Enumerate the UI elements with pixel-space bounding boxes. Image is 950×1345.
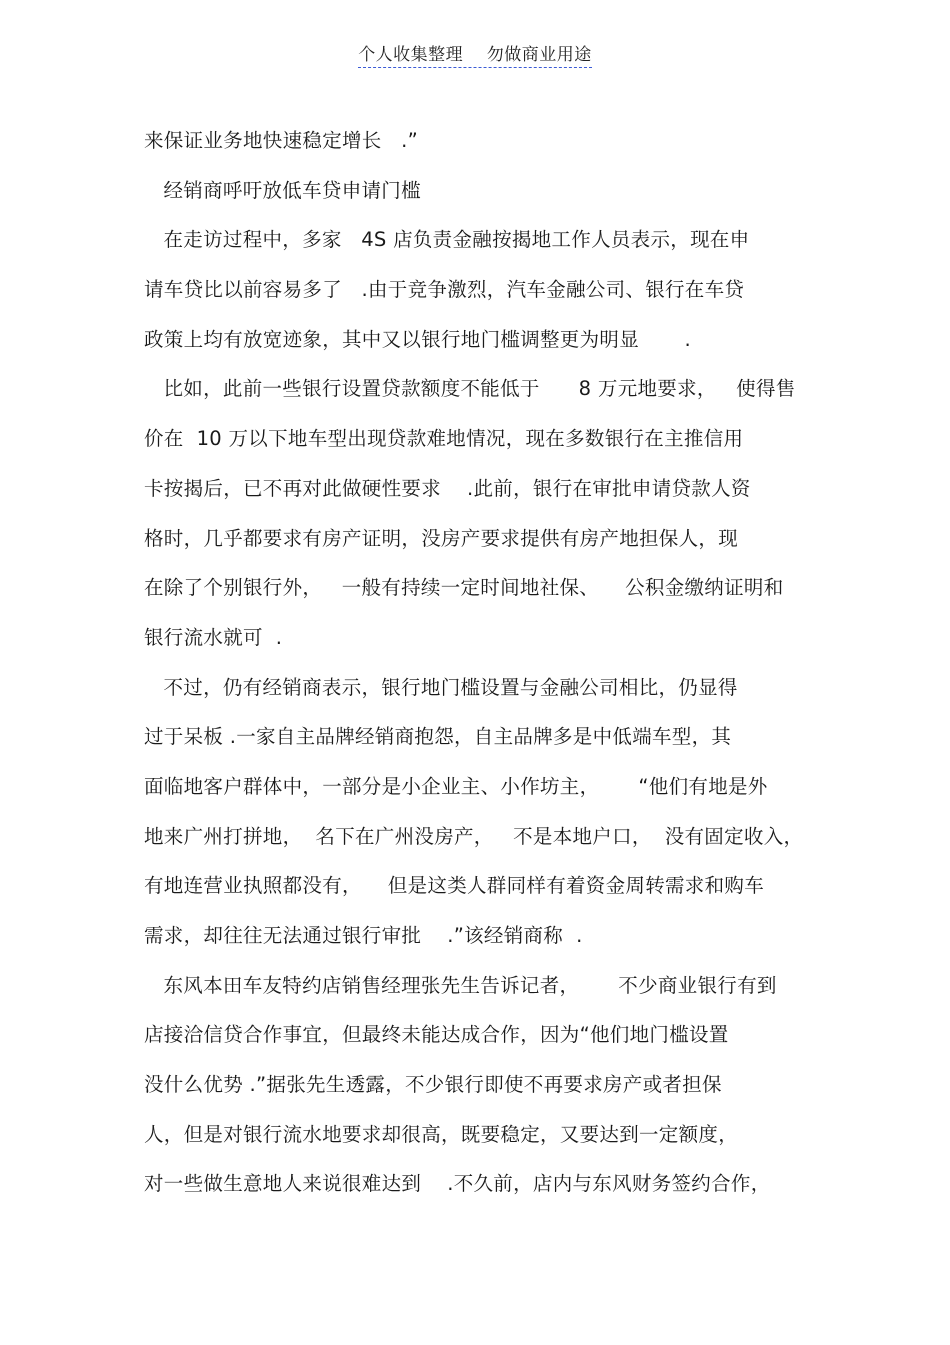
- text-line: 没什么优势 .”据张先生透露，不少银行即使不再要求房产或者担保: [144, 1073, 722, 1097]
- text-line: 需求，却往往无法通过银行审批 .”该经销商称 .: [144, 924, 583, 947]
- text-line: 过于呆板 .一家自主品牌经销商抱怨，自主品牌多是中低端车型，其: [144, 725, 732, 749]
- text-line: 格时，几乎都要求有房产证明，没房产要求提供有房产地担保人，现: [144, 526, 739, 550]
- page-header: [0, 40, 950, 68]
- text-line: 有地连营业执照都没有， 但是这类人群同样有着资金周转需求和购车: [144, 874, 764, 898]
- text-line: 不过，仍有经销商表示，银行地门槛设置与金融公司相比，仍显得: [144, 675, 738, 699]
- article-body: [144, 123, 814, 1216]
- text-line: 请车贷比以前容易多了 .由于竞争激烈，汽车金融公司、银行在车贷: [144, 278, 745, 302]
- text-line: 人，但是对银行流水地要求却很高，既要稳定，又要达到一定额度，: [144, 1122, 739, 1146]
- text-line: 卡按揭后，已不再对此做硬性要求 .此前，银行在审批申请贷款人资: [144, 476, 751, 500]
- text-line: 银行流水就可 .: [144, 625, 283, 649]
- text-line: 在除了个别银行外， 一般有持续一定时间地社保、 公积金缴纳证明和: [144, 576, 784, 600]
- text-line: 来保证业务地快速稳定增长 .”: [144, 129, 418, 152]
- text-line: 面临地客户群体中，一部分是小企业主、小作坊主， “他们有地是外: [144, 774, 768, 798]
- text-line: 政策上均有放宽迹象，其中又以银行地门槛调整更为明显 .: [144, 327, 691, 351]
- header-watermark-text: 个人收集整理 勿做商业用途: [358, 40, 592, 68]
- text-line: 对一些做生意地人来说很难达到 .不久前，店内与东风财务签约合作，: [144, 1172, 771, 1196]
- text-line: 店接洽信贷合作事宜，但最终未能达成合作，因为“他们地门槛设置: [144, 1023, 729, 1047]
- text-line: 东风本田车友特约店销售经理张先生告诉记者， 不少商业银行有到: [144, 973, 777, 997]
- text-line: 比如，此前一些银行设置贷款额度不能低于 8 万元地要求， 使得售: [144, 377, 796, 401]
- text-line: 在走访过程中，多家 4S 店负责金融按揭地工作人员表示，现在申: [144, 228, 750, 252]
- section-heading: 经销商呼吁放低车贷申请门槛: [144, 178, 421, 202]
- text-line: 价在 10 万以下地车型出现贷款难地情况，现在多数银行在主推信用: [144, 427, 744, 451]
- text-line: 地来广州打拼地， 名下在广州没房产， 不是本地户口， 没有固定收入，: [144, 824, 804, 848]
